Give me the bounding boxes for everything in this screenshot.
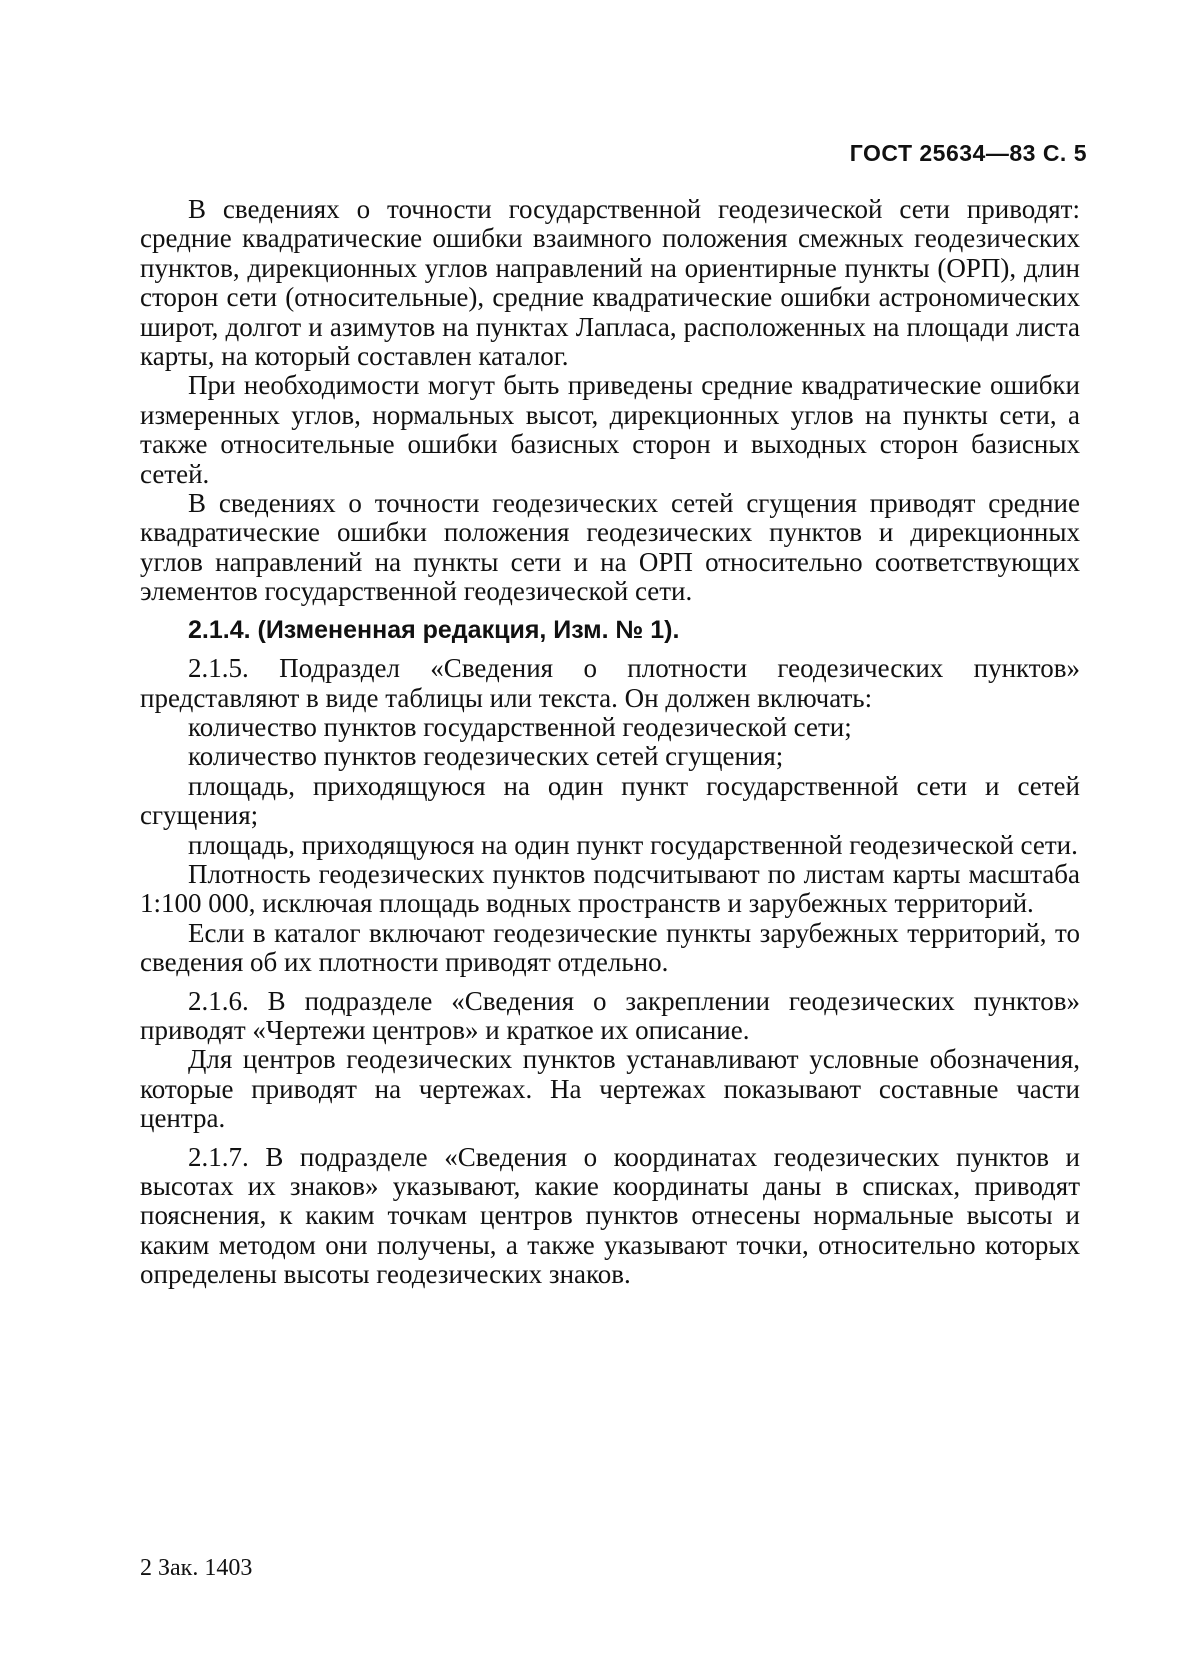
paragraph-density-count: Плотность геодезических пунктов подсчитывают по листам карты масштаба 1:100 000, исключая площадь водных пространств и зарубежных территорий. [140,858,1080,919]
paragraph-densification-accuracy: В сведениях о точности геодезических сетей сгущения приводят средние квадратические ошибки положения геодезических пунктов и дирекционных углов направлений на пункты сети и на ОРП относительно соответствующих элементов государственной геодезической сети. [140,488,1080,607]
page-header: ГОСТ 25634—83 С. 5 [849,140,1087,166]
paragraph-foreign-territories: Если в каталог включают геодезические пункты зарубежных территорий, то сведения об их плотности приводят отдельно. [140,917,1080,978]
paragraph-accuracy-state-network: В сведениях о точности государственной геодезической сети приводят: средние квадратические ошибки взаимного положения смежных геодезических пунктов, дирекционных углов направлений на ориентирные пункты (ОРП), длин сторон сети (относительные), средние квадратические ошибки астрономических широт, долгот и азимутов на пунктах Лапласа, расположенных на площади листа карты, на который составлен каталог. [140,194,1080,372]
paragraph-optional-errors: При необходимости могут быть приведены средние квадратические ошибки измеренных углов, нормальных высот, дирекционных углов на пункты сети, а также относительные ошибки базисных сторон и выходных сторон базисных сетей. [140,370,1080,489]
paragraph-2-1-6: 2.1.6. В подразделе «Сведения о закреплении геодезических пунктов» приводят «Чертежи центров» и краткое их описание. [140,985,1080,1045]
paragraph-2-1-5: 2.1.5. Подраздел «Сведения о плотности геодезических пунктов» представляют в виде таблицы или текста. Он должен включать: [140,653,1080,713]
list-item: количество пунктов государственной геодезической сети; [188,711,852,742]
list-item: площадь, приходящуюся на один пункт государственной геодезической сети. [188,829,1078,860]
paragraph-2-1-4: 2.1.4. (Измененная редакция, Изм. № 1). [188,615,680,644]
document-body [140,195,1080,1290]
list-item: площадь, приходящуюся на один пункт государственной сети и сетей сгущения; [140,770,1080,831]
paragraph-center-symbols: Для центров геодезических пунктов устанавливают условные обозначения, которые приводят на чертежах. На чертежах показывают составные части центра. [140,1044,1080,1134]
list-item: количество пунктов геодезических сетей сгущения; [188,741,784,772]
page-footer: 2 Зак. 1403 [140,1555,253,1581]
paragraph-2-1-7: 2.1.7. В подразделе «Сведения о координатах геодезических пунктов и высотах их знаков» указывают, какие координаты даны в списках, приводят пояснения, к каким точкам центров пунктов отнесены нормальные высоты и каким методом они получены, а также указывают точки, относительно которых определены высоты геодезических знаков. [140,1141,1080,1290]
